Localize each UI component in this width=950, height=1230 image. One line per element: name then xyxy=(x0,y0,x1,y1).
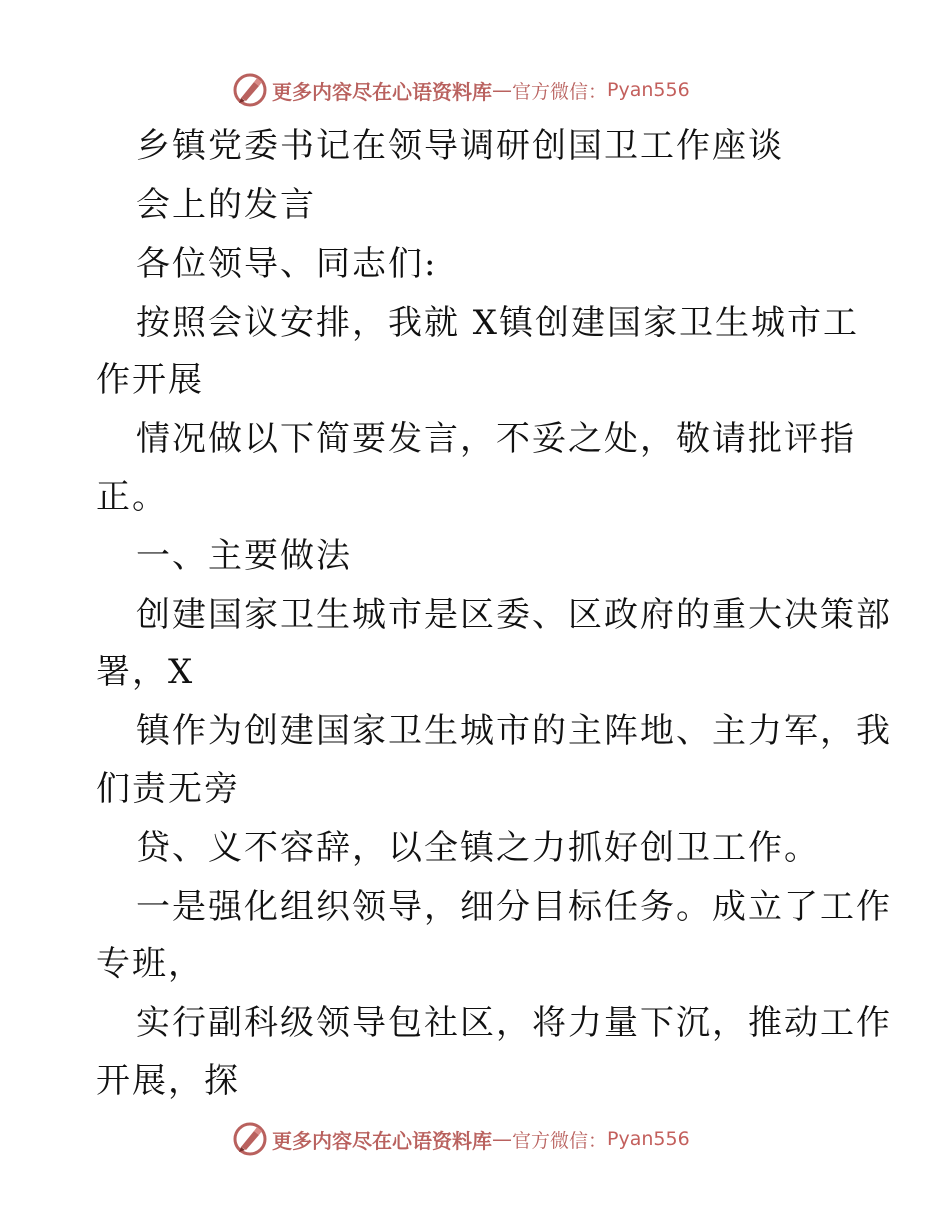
watermark-wechat-id: Pyan556 xyxy=(607,1128,690,1150)
salutation: 各位领导、同志们: xyxy=(136,244,438,284)
watermark-wechat-id: Pyan556 xyxy=(607,79,690,101)
paragraph-line: 创建国家卫生城市是区委、区政府的重大决策部 xyxy=(136,595,892,635)
title-line-1: 乡镇党委书记在领导调研创国卫工作座谈 xyxy=(136,126,784,166)
paragraph-line: 署，X xyxy=(96,652,195,692)
watermark-label: 官方微信： xyxy=(512,80,608,103)
header-watermark xyxy=(232,72,690,108)
paragraph-line: 一是强化组织领导，细分目标任务。成立了工作 xyxy=(136,887,892,927)
paragraph-line: 按照会议安排，我就 X镇创建国家卫生城市工 xyxy=(136,303,860,343)
pen-logo-icon xyxy=(232,72,268,108)
footer-watermark xyxy=(232,1121,690,1157)
section-heading: 一、主要做法 xyxy=(136,536,352,576)
title-line-2: 会上的发言 xyxy=(136,185,316,225)
paragraph-line: 镇作为创建国家卫生城市的主阵地、主力军，我 xyxy=(136,711,892,751)
paragraph-line: 专班， xyxy=(96,944,204,984)
paragraph-line: 贷、义不容辞，以全镇之力抓好创卫工作。 xyxy=(136,828,820,868)
watermark-dash: — xyxy=(492,1127,512,1151)
paragraph-line: 们责无旁 xyxy=(96,769,240,809)
watermark-site-text: 更多内容尽在心语资料库 xyxy=(272,79,492,104)
pen-logo-icon xyxy=(232,1121,268,1157)
paragraph-line: 作开展 xyxy=(96,360,204,400)
paragraph-line: 开展，探 xyxy=(96,1061,240,1101)
watermark-dash: — xyxy=(492,78,512,102)
paragraph-line: 实行副科级领导包社区，将力量下沉，推动工作 xyxy=(136,1003,892,1043)
paragraph-line: 情况做以下简要发言，不妥之处，敬请批评指 xyxy=(136,419,856,459)
watermark-site-text: 更多内容尽在心语资料库 xyxy=(272,1128,492,1153)
paragraph-line: 正。 xyxy=(96,477,168,517)
watermark-label: 官方微信： xyxy=(512,1129,608,1152)
